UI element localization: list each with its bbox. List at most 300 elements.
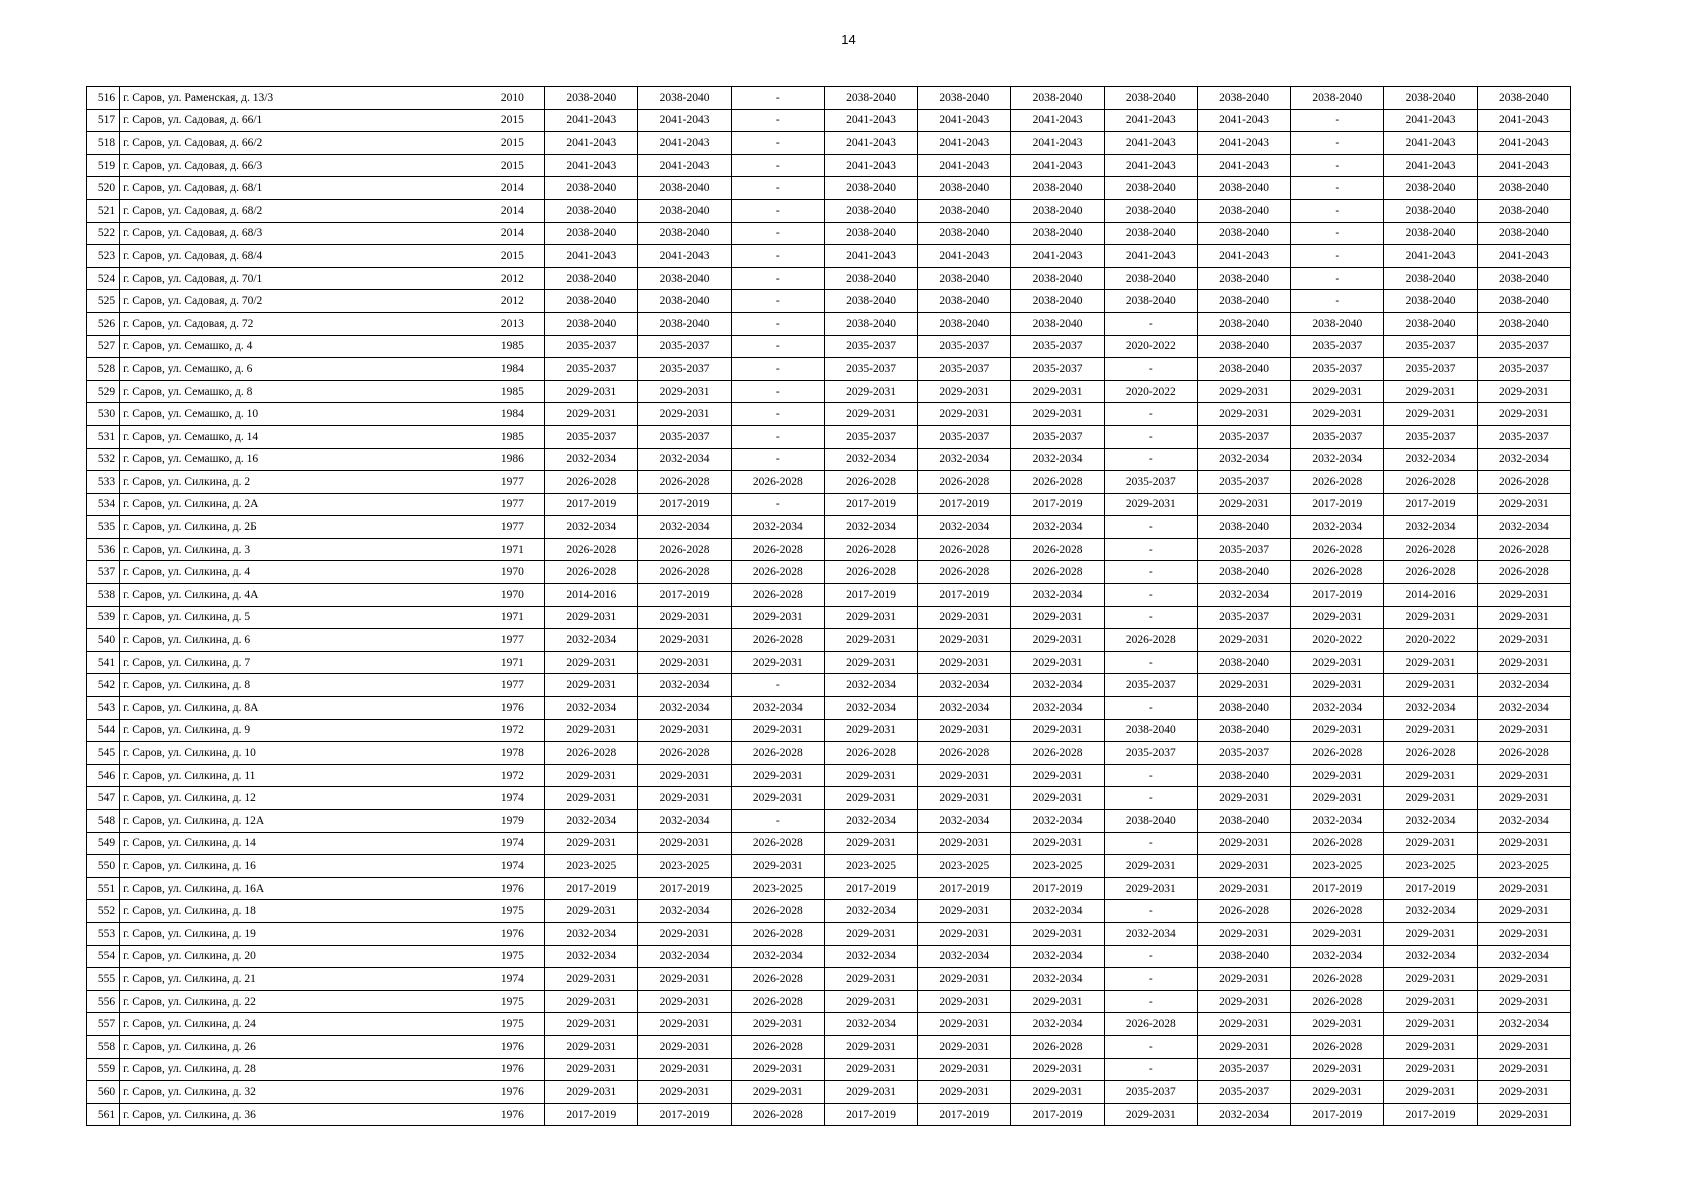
year-built-cell: 1976 [481, 1103, 545, 1126]
period-cell-1: 2035-2037 [545, 335, 638, 358]
period-cell-5: 2041-2043 [918, 245, 1011, 268]
period-cell-1: 2035-2037 [545, 358, 638, 381]
year-built-cell: 1976 [481, 697, 545, 720]
period-cell-10: 2029-2031 [1384, 403, 1477, 426]
period-cell-11: 2029-2031 [1477, 1103, 1570, 1126]
period-cell-8: 2038-2040 [1197, 764, 1290, 787]
period-cell-9: 2032-2034 [1291, 810, 1384, 833]
table-row [87, 109, 1571, 132]
period-cell-7: - [1104, 403, 1197, 426]
year-built-cell: 1979 [481, 810, 545, 833]
period-cell-7: 2038-2040 [1104, 87, 1197, 110]
period-cell-8: 2041-2043 [1197, 109, 1290, 132]
table-row [87, 742, 1571, 765]
year-built-cell: 2015 [481, 109, 545, 132]
period-cell-10: 2026-2028 [1384, 538, 1477, 561]
period-cell-8: 2035-2037 [1197, 1058, 1290, 1081]
table-row [87, 403, 1571, 426]
period-cell-3: 2029-2031 [731, 1013, 824, 1036]
row-number-cell: 521 [87, 199, 120, 222]
period-cell-10: 2038-2040 [1384, 177, 1477, 200]
period-cell-4: 2029-2031 [824, 651, 917, 674]
table-row [87, 425, 1571, 448]
period-cell-4: 2038-2040 [824, 290, 917, 313]
period-cell-6: 2038-2040 [1011, 290, 1104, 313]
period-cell-11: 2038-2040 [1477, 199, 1570, 222]
period-cell-10: 2017-2019 [1384, 1103, 1477, 1126]
period-cell-10: 2032-2034 [1384, 900, 1477, 923]
period-cell-5: 2029-2031 [918, 968, 1011, 991]
period-cell-1: 2029-2031 [545, 380, 638, 403]
period-cell-7: - [1104, 945, 1197, 968]
period-cell-5: 2029-2031 [918, 403, 1011, 426]
period-cell-7: 2035-2037 [1104, 471, 1197, 494]
period-cell-10: 2029-2031 [1384, 1058, 1477, 1081]
period-cell-2: 2038-2040 [638, 267, 731, 290]
period-cell-4: 2026-2028 [824, 538, 917, 561]
period-cell-8: 2032-2034 [1197, 1103, 1290, 1126]
row-number-cell: 554 [87, 945, 120, 968]
period-cell-6: 2017-2019 [1011, 1103, 1104, 1126]
row-number-cell: 522 [87, 222, 120, 245]
period-cell-8: 2029-2031 [1197, 629, 1290, 652]
period-cell-9: 2026-2028 [1291, 900, 1384, 923]
period-cell-4: 2032-2034 [824, 697, 917, 720]
address-cell: г. Саров, ул. Садовая, д. 68/4 [120, 245, 481, 268]
row-number-cell: 534 [87, 493, 120, 516]
address-cell: г. Саров, ул. Садовая, д. 70/2 [120, 290, 481, 313]
table-row [87, 810, 1571, 833]
period-cell-1: 2041-2043 [545, 245, 638, 268]
year-built-cell: 2014 [481, 222, 545, 245]
period-cell-7: - [1104, 606, 1197, 629]
period-cell-6: 2029-2031 [1011, 719, 1104, 742]
period-cell-6: 2032-2034 [1011, 516, 1104, 539]
period-cell-6: 2029-2031 [1011, 380, 1104, 403]
period-cell-7: - [1104, 990, 1197, 1013]
period-cell-8: 2029-2031 [1197, 968, 1290, 991]
row-number-cell: 538 [87, 584, 120, 607]
table-row [87, 154, 1571, 177]
period-cell-4: 2029-2031 [824, 787, 917, 810]
address-cell: г. Саров, ул. Садовая, д. 70/1 [120, 267, 481, 290]
period-cell-4: 2029-2031 [824, 719, 917, 742]
address-cell: г. Саров, ул. Силкина, д. 7 [120, 651, 481, 674]
period-cell-8: 2029-2031 [1197, 877, 1290, 900]
period-cell-5: 2029-2031 [918, 832, 1011, 855]
period-cell-6: 2032-2034 [1011, 697, 1104, 720]
period-cell-7: - [1104, 1035, 1197, 1058]
period-cell-8: 2029-2031 [1197, 855, 1290, 878]
period-cell-1: 2029-2031 [545, 674, 638, 697]
period-cell-2: 2035-2037 [638, 425, 731, 448]
period-cell-5: 2029-2031 [918, 719, 1011, 742]
period-cell-7: 2038-2040 [1104, 177, 1197, 200]
period-cell-3: - [731, 674, 824, 697]
table-row [87, 538, 1571, 561]
period-cell-9: 2026-2028 [1291, 990, 1384, 1013]
period-cell-8: 2038-2040 [1197, 516, 1290, 539]
period-cell-3: 2032-2034 [731, 516, 824, 539]
period-cell-8: 2038-2040 [1197, 177, 1290, 200]
table-row [87, 380, 1571, 403]
period-cell-2: 2041-2043 [638, 109, 731, 132]
year-built-cell: 1972 [481, 764, 545, 787]
period-cell-2: 2026-2028 [638, 561, 731, 584]
period-cell-8: 2029-2031 [1197, 674, 1290, 697]
year-built-cell: 1976 [481, 877, 545, 900]
period-cell-10: 2026-2028 [1384, 742, 1477, 765]
period-cell-5: 2029-2031 [918, 900, 1011, 923]
period-cell-10: 2029-2031 [1384, 1081, 1477, 1104]
period-cell-6: 2032-2034 [1011, 810, 1104, 833]
period-cell-9: 2017-2019 [1291, 584, 1384, 607]
period-cell-9: - [1291, 132, 1384, 155]
period-cell-6: 2041-2043 [1011, 245, 1104, 268]
period-cell-2: 2029-2031 [638, 1058, 731, 1081]
year-built-cell: 1974 [481, 968, 545, 991]
period-cell-1: 2029-2031 [545, 719, 638, 742]
period-cell-1: 2026-2028 [545, 471, 638, 494]
period-cell-1: 2029-2031 [545, 1035, 638, 1058]
row-number-cell: 556 [87, 990, 120, 1013]
row-number-cell: 526 [87, 312, 120, 335]
table-row [87, 1081, 1571, 1104]
address-cell: г. Саров, ул. Силкина, д. 16 [120, 855, 481, 878]
period-cell-11: 2038-2040 [1477, 290, 1570, 313]
period-cell-7: 2026-2028 [1104, 1013, 1197, 1036]
period-cell-6: 2032-2034 [1011, 945, 1104, 968]
period-cell-10: 2038-2040 [1384, 267, 1477, 290]
row-number-cell: 541 [87, 651, 120, 674]
row-number-cell: 551 [87, 877, 120, 900]
table-row [87, 1058, 1571, 1081]
period-cell-4: 2029-2031 [824, 606, 917, 629]
period-cell-10: 2038-2040 [1384, 290, 1477, 313]
period-cell-5: 2041-2043 [918, 154, 1011, 177]
row-number-cell: 535 [87, 516, 120, 539]
table-row [87, 1103, 1571, 1126]
table-row [87, 877, 1571, 900]
period-cell-2: 2032-2034 [638, 516, 731, 539]
period-cell-8: 2038-2040 [1197, 199, 1290, 222]
period-cell-6: 2032-2034 [1011, 968, 1104, 991]
period-cell-6: 2029-2031 [1011, 1058, 1104, 1081]
year-built-cell: 1974 [481, 787, 545, 810]
period-cell-7: - [1104, 1058, 1197, 1081]
period-cell-8: 2038-2040 [1197, 651, 1290, 674]
period-cell-2: 2029-2031 [638, 968, 731, 991]
period-cell-2: 2029-2031 [638, 787, 731, 810]
address-cell: г. Саров, ул. Силкина, д. 8 [120, 674, 481, 697]
period-cell-4: 2041-2043 [824, 132, 917, 155]
period-cell-7: 2038-2040 [1104, 199, 1197, 222]
row-number-cell: 525 [87, 290, 120, 313]
period-cell-9: - [1291, 290, 1384, 313]
period-cell-3: 2026-2028 [731, 1103, 824, 1126]
year-built-cell: 2010 [481, 87, 545, 110]
period-cell-3: 2029-2031 [731, 1081, 824, 1104]
period-cell-11: 2038-2040 [1477, 87, 1570, 110]
period-cell-9: 2035-2037 [1291, 335, 1384, 358]
period-cell-11: 2032-2034 [1477, 945, 1570, 968]
period-cell-5: 2032-2034 [918, 674, 1011, 697]
period-cell-1: 2023-2025 [545, 855, 638, 878]
period-cell-2: 2035-2037 [638, 335, 731, 358]
period-cell-10: 2017-2019 [1384, 877, 1477, 900]
period-cell-9: 2029-2031 [1291, 764, 1384, 787]
period-cell-10: 2035-2037 [1384, 358, 1477, 381]
period-cell-4: 2029-2031 [824, 922, 917, 945]
row-number-cell: 537 [87, 561, 120, 584]
period-cell-9: - [1291, 177, 1384, 200]
period-cell-7: - [1104, 516, 1197, 539]
period-cell-10: 2029-2031 [1384, 380, 1477, 403]
period-cell-11: 2026-2028 [1477, 742, 1570, 765]
period-cell-11: 2032-2034 [1477, 1013, 1570, 1036]
row-number-cell: 557 [87, 1013, 120, 1036]
period-cell-5: 2032-2034 [918, 516, 1011, 539]
period-cell-10: 2041-2043 [1384, 132, 1477, 155]
period-cell-9: 2026-2028 [1291, 1035, 1384, 1058]
period-cell-11: 2023-2025 [1477, 855, 1570, 878]
period-cell-1: 2038-2040 [545, 267, 638, 290]
address-cell: г. Саров, ул. Силкина, д. 11 [120, 764, 481, 787]
period-cell-2: 2032-2034 [638, 810, 731, 833]
period-cell-11: 2041-2043 [1477, 132, 1570, 155]
period-cell-3: 2026-2028 [731, 990, 824, 1013]
period-cell-2: 2032-2034 [638, 674, 731, 697]
address-cell: г. Саров, ул. Семашко, д. 10 [120, 403, 481, 426]
period-cell-5: 2032-2034 [918, 697, 1011, 720]
period-cell-6: 2026-2028 [1011, 561, 1104, 584]
address-cell: г. Саров, ул. Садовая, д. 66/3 [120, 154, 481, 177]
period-cell-8: 2029-2031 [1197, 380, 1290, 403]
period-cell-8: 2038-2040 [1197, 945, 1290, 968]
period-cell-5: 2038-2040 [918, 222, 1011, 245]
period-cell-8: 2035-2037 [1197, 425, 1290, 448]
address-cell: г. Саров, ул. Силкина, д. 32 [120, 1081, 481, 1104]
year-built-cell: 1975 [481, 900, 545, 923]
period-cell-5: 2026-2028 [918, 471, 1011, 494]
period-cell-7: 2041-2043 [1104, 132, 1197, 155]
period-cell-2: 2035-2037 [638, 358, 731, 381]
period-cell-11: 2029-2031 [1477, 832, 1570, 855]
period-cell-2: 2038-2040 [638, 177, 731, 200]
period-cell-1: 2029-2031 [545, 832, 638, 855]
period-cell-9: 2026-2028 [1291, 471, 1384, 494]
period-cell-4: 2032-2034 [824, 945, 917, 968]
period-cell-5: 2029-2031 [918, 380, 1011, 403]
year-built-cell: 2012 [481, 267, 545, 290]
period-cell-6: 2029-2031 [1011, 764, 1104, 787]
address-cell: г. Саров, ул. Семашко, д. 14 [120, 425, 481, 448]
year-built-cell: 1985 [481, 425, 545, 448]
year-built-cell: 2013 [481, 312, 545, 335]
year-built-cell: 1974 [481, 832, 545, 855]
period-cell-5: 2029-2031 [918, 764, 1011, 787]
period-cell-3: - [731, 87, 824, 110]
period-cell-11: 2029-2031 [1477, 403, 1570, 426]
year-built-cell: 1977 [481, 629, 545, 652]
address-cell: г. Саров, ул. Силкина, д. 16А [120, 877, 481, 900]
row-number-cell: 528 [87, 358, 120, 381]
period-cell-1: 2017-2019 [545, 493, 638, 516]
period-cell-9: 2032-2034 [1291, 516, 1384, 539]
housing-repair-schedule-table [86, 86, 1571, 1126]
row-number-cell: 544 [87, 719, 120, 742]
period-cell-2: 2032-2034 [638, 448, 731, 471]
period-cell-11: 2029-2031 [1477, 900, 1570, 923]
address-cell: г. Саров, ул. Силкина, д. 36 [120, 1103, 481, 1126]
period-cell-11: 2029-2031 [1477, 629, 1570, 652]
period-cell-8: 2041-2043 [1197, 245, 1290, 268]
period-cell-5: 2017-2019 [918, 493, 1011, 516]
period-cell-11: 2029-2031 [1477, 990, 1570, 1013]
period-cell-3: 2029-2031 [731, 606, 824, 629]
period-cell-2: 2029-2031 [638, 922, 731, 945]
period-cell-2: 2026-2028 [638, 471, 731, 494]
period-cell-3: - [731, 448, 824, 471]
period-cell-4: 2032-2034 [824, 516, 917, 539]
period-cell-1: 2032-2034 [545, 945, 638, 968]
year-built-cell: 2015 [481, 132, 545, 155]
period-cell-11: 2029-2031 [1477, 787, 1570, 810]
period-cell-3: 2029-2031 [731, 855, 824, 878]
year-built-cell: 1975 [481, 990, 545, 1013]
table-row [87, 900, 1571, 923]
period-cell-8: 2029-2031 [1197, 1013, 1290, 1036]
period-cell-7: - [1104, 900, 1197, 923]
period-cell-4: 2017-2019 [824, 493, 917, 516]
period-cell-7: - [1104, 968, 1197, 991]
period-cell-10: 2029-2031 [1384, 990, 1477, 1013]
period-cell-6: 2038-2040 [1011, 267, 1104, 290]
address-cell: г. Саров, ул. Садовая, д. 72 [120, 312, 481, 335]
period-cell-6: 2026-2028 [1011, 742, 1104, 765]
address-cell: г. Саров, ул. Силкина, д. 2 [120, 471, 481, 494]
period-cell-4: 2032-2034 [824, 1013, 917, 1036]
period-cell-2: 2026-2028 [638, 538, 731, 561]
period-cell-3: - [731, 312, 824, 335]
period-cell-3: 2026-2028 [731, 584, 824, 607]
period-cell-9: - [1291, 222, 1384, 245]
period-cell-1: 2035-2037 [545, 425, 638, 448]
period-cell-11: 2029-2031 [1477, 922, 1570, 945]
period-cell-10: 2014-2016 [1384, 584, 1477, 607]
period-cell-4: 2023-2025 [824, 855, 917, 878]
period-cell-4: 2029-2031 [824, 1058, 917, 1081]
period-cell-7: - [1104, 584, 1197, 607]
period-cell-9: 2029-2031 [1291, 606, 1384, 629]
period-cell-9: - [1291, 154, 1384, 177]
period-cell-3: - [731, 403, 824, 426]
period-cell-7: 2038-2040 [1104, 719, 1197, 742]
table-row [87, 651, 1571, 674]
period-cell-4: 2029-2031 [824, 764, 917, 787]
period-cell-10: 2029-2031 [1384, 1035, 1477, 1058]
period-cell-8: 2029-2031 [1197, 832, 1290, 855]
period-cell-6: 2035-2037 [1011, 425, 1104, 448]
period-cell-3: 2029-2031 [731, 1058, 824, 1081]
period-cell-5: 2017-2019 [918, 584, 1011, 607]
period-cell-3: 2029-2031 [731, 651, 824, 674]
period-cell-10: 2017-2019 [1384, 493, 1477, 516]
period-cell-9: 2032-2034 [1291, 448, 1384, 471]
period-cell-7: 2038-2040 [1104, 267, 1197, 290]
period-cell-8: 2029-2031 [1197, 787, 1290, 810]
row-number-cell: 548 [87, 810, 120, 833]
period-cell-6: 2026-2028 [1011, 538, 1104, 561]
year-built-cell: 1971 [481, 651, 545, 674]
period-cell-7: - [1104, 358, 1197, 381]
address-cell: г. Саров, ул. Раменская, д. 13/3 [120, 87, 481, 110]
period-cell-10: 2038-2040 [1384, 87, 1477, 110]
year-built-cell: 1976 [481, 922, 545, 945]
period-cell-9: 2026-2028 [1291, 968, 1384, 991]
period-cell-1: 2014-2016 [545, 584, 638, 607]
period-cell-6: 2038-2040 [1011, 199, 1104, 222]
period-cell-2: 2026-2028 [638, 742, 731, 765]
period-cell-9: - [1291, 199, 1384, 222]
period-cell-4: 2032-2034 [824, 900, 917, 923]
period-cell-11: 2038-2040 [1477, 312, 1570, 335]
address-cell: г. Саров, ул. Силкина, д. 10 [120, 742, 481, 765]
period-cell-10: 2020-2022 [1384, 629, 1477, 652]
period-cell-7: - [1104, 832, 1197, 855]
period-cell-5: 2029-2031 [918, 1013, 1011, 1036]
period-cell-1: 2026-2028 [545, 561, 638, 584]
period-cell-3: - [731, 425, 824, 448]
table-row [87, 629, 1571, 652]
period-cell-9: 2029-2031 [1291, 1013, 1384, 1036]
period-cell-1: 2038-2040 [545, 312, 638, 335]
period-cell-10: 2032-2034 [1384, 810, 1477, 833]
period-cell-7: 2029-2031 [1104, 1103, 1197, 1126]
year-built-cell: 1977 [481, 493, 545, 516]
period-cell-6: 2029-2031 [1011, 1081, 1104, 1104]
period-cell-7: - [1104, 312, 1197, 335]
period-cell-3: 2026-2028 [731, 742, 824, 765]
table-row [87, 516, 1571, 539]
period-cell-6: 2026-2028 [1011, 1035, 1104, 1058]
period-cell-5: 2038-2040 [918, 267, 1011, 290]
table-row [87, 222, 1571, 245]
period-cell-4: 2035-2037 [824, 335, 917, 358]
period-cell-6: 2038-2040 [1011, 87, 1104, 110]
address-cell: г. Саров, ул. Силкина, д. 4 [120, 561, 481, 584]
period-cell-4: 2029-2031 [824, 832, 917, 855]
row-number-cell: 518 [87, 132, 120, 155]
period-cell-9: 2032-2034 [1291, 945, 1384, 968]
year-built-cell: 1972 [481, 719, 545, 742]
row-number-cell: 532 [87, 448, 120, 471]
period-cell-8: 2029-2031 [1197, 403, 1290, 426]
row-number-cell: 529 [87, 380, 120, 403]
period-cell-11: 2032-2034 [1477, 674, 1570, 697]
period-cell-11: 2029-2031 [1477, 877, 1570, 900]
period-cell-2: 2029-2031 [638, 1035, 731, 1058]
year-built-cell: 2015 [481, 245, 545, 268]
period-cell-1: 2029-2031 [545, 651, 638, 674]
period-cell-5: 2029-2031 [918, 651, 1011, 674]
period-cell-5: 2038-2040 [918, 312, 1011, 335]
period-cell-2: 2038-2040 [638, 312, 731, 335]
period-cell-6: 2029-2031 [1011, 651, 1104, 674]
address-cell: г. Саров, ул. Семашко, д. 6 [120, 358, 481, 381]
period-cell-6: 2038-2040 [1011, 312, 1104, 335]
period-cell-2: 2023-2025 [638, 855, 731, 878]
